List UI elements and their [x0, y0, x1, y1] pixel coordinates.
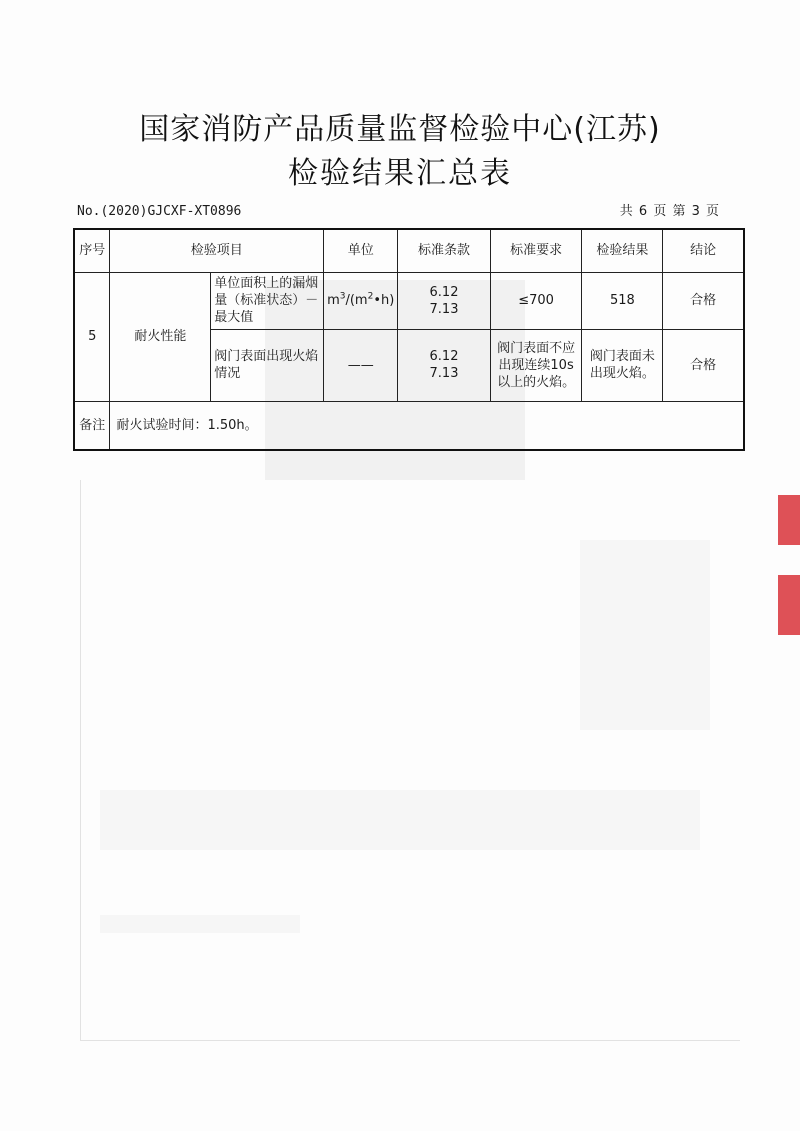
- table-row: [74, 272, 744, 329]
- header-requirement: 标准要求: [490, 229, 582, 272]
- row-result: 518: [582, 272, 663, 329]
- seal-fragment: [778, 575, 800, 635]
- row-clause: [398, 329, 490, 401]
- unit-part: •h): [373, 293, 395, 308]
- row-result: 阀门表面未出现火焰。: [582, 329, 663, 401]
- report-number: No.(2020)GJCXF-XT0896: [77, 204, 242, 219]
- bleed-through-block: [100, 915, 300, 933]
- clause-line: 7.13: [429, 301, 459, 317]
- unit-superscript: 2: [367, 291, 374, 302]
- header-item: 检验项目: [110, 229, 324, 272]
- row-subitem: 阀门表面出现火焰情况: [211, 329, 324, 401]
- bleed-through-line: [80, 480, 81, 1040]
- row-item: 耐火性能: [110, 272, 211, 401]
- bleed-through-block: [580, 540, 710, 730]
- unit-superscript: 3: [339, 291, 346, 302]
- row-requirement: 阀门表面不应出现连续10s以上的火焰。: [490, 329, 582, 401]
- header-result: 检验结果: [582, 229, 663, 272]
- unit-part: m: [327, 293, 340, 308]
- remark-label: 备注: [74, 401, 110, 450]
- page-subtitle: 检验结果汇总表: [288, 156, 512, 191]
- seal-fragment: [778, 495, 800, 545]
- clause-line: 6.12: [429, 349, 459, 364]
- header-seq: 序号: [74, 229, 110, 272]
- page-title: 国家消防产品质量监督检验中心(江苏): [139, 112, 661, 147]
- bleed-through-line: [80, 1040, 740, 1041]
- row-unit: [324, 272, 398, 329]
- clause-line: 7.13: [429, 366, 459, 381]
- row-subitem: 单位面积上的漏烟量（标准状态）－最大值: [211, 272, 324, 329]
- row-conclusion: 合格: [663, 329, 744, 401]
- header-conclusion: 结论: [663, 229, 744, 272]
- header-unit: 单位: [324, 229, 398, 272]
- row-clause: [398, 272, 490, 329]
- remark-text: 耐火试验时间：1.50h。: [110, 401, 744, 450]
- remark-row: [74, 401, 744, 450]
- bleed-through-block: [100, 790, 700, 850]
- row-conclusion: 合格: [663, 272, 744, 329]
- page-info: 共 6 页 第 3 页: [619, 204, 720, 219]
- results-table: [73, 228, 745, 451]
- table-header-row: [74, 229, 744, 272]
- row-unit: ——: [324, 329, 398, 401]
- header-clause: 标准条款: [398, 229, 490, 272]
- unit-part: /(m: [345, 293, 368, 308]
- row-requirement: ≤700: [490, 272, 582, 329]
- clause-line: 6.12: [429, 284, 459, 300]
- row-seq: 5: [74, 272, 110, 401]
